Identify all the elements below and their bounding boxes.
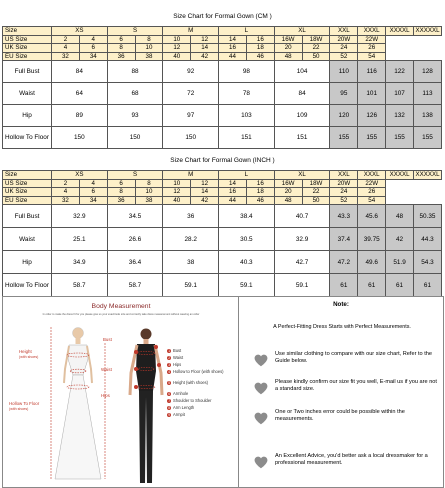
legend-text: Shoulder to Shoulder — [173, 398, 212, 403]
measurement-cell: 38.4 — [219, 205, 275, 228]
size-header-cell: 16W — [274, 35, 302, 44]
size-header-cell: 40 — [163, 52, 191, 61]
measurement-label: Hip — [3, 251, 52, 274]
header-row — [3, 35, 442, 44]
measurement-cell: 155 — [358, 127, 386, 149]
measurement-cell: 37.4 — [330, 228, 358, 251]
measurement-cell: 38 — [163, 251, 219, 274]
size-header-cell: 20 — [274, 188, 302, 197]
size-header-cell: 54 — [358, 52, 386, 61]
measurement-cell: 54.3 — [413, 251, 441, 274]
measurement-cell: 78 — [219, 83, 275, 105]
size-header-cell: 18 — [246, 188, 274, 197]
legend-number-badge: 1 — [168, 349, 171, 353]
legend-number-badge: 3 — [168, 363, 171, 367]
measurement-cell: 95 — [330, 83, 358, 105]
measurement-cell: 84 — [274, 83, 330, 105]
size-header-cell: 6 — [107, 35, 135, 44]
size-header-cell: 10 — [163, 35, 191, 44]
size-header-cell: 46 — [246, 52, 274, 61]
measurement-cell: 122 — [386, 61, 414, 83]
measurement-legend — [167, 349, 237, 420]
size-header-cell: 40 — [163, 196, 191, 205]
measurement-cell: 50.35 — [413, 205, 441, 228]
measurement-cell: 44.3 — [413, 228, 441, 251]
height-label: Height (with shoes) — [19, 349, 39, 359]
measurement-row — [3, 251, 442, 274]
size-header-cell: 6 — [79, 188, 107, 197]
measurement-cell: 36.4 — [107, 251, 163, 274]
size-header-cell: XS — [52, 27, 108, 36]
header-label: US Size — [3, 179, 52, 188]
size-header-cell: 48 — [274, 196, 302, 205]
size-header-cell: 36 — [107, 196, 135, 205]
header-row — [3, 196, 442, 205]
size-header-cell: 4 — [52, 188, 80, 197]
measurement-cell: 155 — [330, 127, 358, 149]
size-header-cell: S — [107, 27, 163, 36]
measurement-cell: 32.9 — [52, 205, 108, 228]
size-header-cell: 42 — [191, 52, 219, 61]
measurement-label: Full Bust — [3, 205, 52, 228]
size-header-cell: XXXL — [358, 27, 386, 36]
heart-icon — [254, 382, 268, 395]
size-header-cell: XXXL — [358, 171, 386, 180]
measurement-cell: 25.1 — [52, 228, 108, 251]
size-header-cell: 50 — [302, 196, 330, 205]
measurement-cell: 84 — [52, 61, 108, 83]
size-header-cell: 8 — [135, 35, 163, 44]
size-header-cell: XXXXXL — [415, 171, 440, 179]
size-header-cell: L — [219, 27, 275, 36]
size-header-cell: 32 — [52, 196, 80, 205]
header-label: Size — [3, 171, 52, 180]
hips-label: Hips — [101, 393, 110, 398]
note-text: Use similar clothing to compare with our size chart, Refer to the Guide below. — [275, 351, 432, 365]
legend-text: Height (with shoes) — [173, 380, 209, 385]
size-header-cell: 18W — [302, 35, 330, 44]
legend-text: Bust — [173, 348, 182, 353]
legend-text: Waist — [173, 355, 184, 360]
size-header-cell: 16 — [219, 188, 247, 197]
legend-text: Hips — [173, 362, 182, 367]
measurement-cell: 68 — [107, 83, 163, 105]
size-header-cell: XXXXL — [386, 27, 414, 36]
measurement-cell: 36 — [163, 205, 219, 228]
measurement-cell: 103 — [219, 105, 275, 127]
body-measurement-subtitle: In order to make the dress fit for you please give us your exact/rude size and correctly take dress measurement without wearing an order — [42, 313, 200, 316]
size-header-cell: 18W — [302, 179, 330, 188]
size-header-cell: 18 — [246, 44, 274, 53]
measurement-cell: 28.2 — [163, 228, 219, 251]
header-label: US Size — [3, 35, 52, 44]
legend-number-badge: 7 — [168, 399, 171, 403]
size-header-cell: 10 — [163, 179, 191, 188]
size-header-cell: 6 — [79, 44, 107, 53]
size-header-cell: 24 — [330, 44, 358, 53]
size-header-cell: XL — [274, 27, 330, 36]
measurement-cell: 132 — [386, 105, 414, 127]
size-header-cell: 38 — [135, 52, 163, 61]
heart-icon — [254, 354, 268, 367]
size-header-cell: 34 — [79, 196, 107, 205]
legend-number-badge: 2 — [168, 356, 171, 360]
measurement-cell: 72 — [163, 83, 219, 105]
size-header-cell: M — [163, 27, 219, 36]
size-header-cell: 8 — [107, 188, 135, 197]
measurement-cell: 48 — [386, 205, 414, 228]
measurement-cell: 98 — [219, 61, 275, 83]
size-header-cell: 12 — [191, 179, 219, 188]
body-measurement-panel — [2, 296, 240, 488]
header-row — [3, 179, 442, 188]
measurement-cell: 92 — [163, 61, 219, 83]
size-header-cell: 16 — [246, 179, 274, 188]
size-header-cell: L — [219, 171, 275, 180]
header-label: EU Size — [3, 52, 52, 61]
inch-chart-title: Size Chart for Formal Gown (INCH ) — [170, 157, 275, 164]
size-header-cell: 2 — [52, 179, 80, 188]
size-header-cell: 32 — [52, 52, 80, 61]
measurement-cell: 138 — [413, 105, 441, 127]
measurement-cell: 59.1 — [274, 274, 330, 297]
measurement-cell: 47.2 — [330, 251, 358, 274]
size-header-cell: 16W — [274, 179, 302, 188]
size-header-cell: XL — [274, 171, 330, 180]
legend-text: Arm Length — [173, 405, 195, 410]
size-header-cell: 44 — [219, 196, 247, 205]
heart-icon — [254, 456, 268, 469]
header-label: EU Size — [3, 196, 52, 205]
size-header-cell: 22W — [358, 35, 386, 44]
dress-figure-illustration — [43, 319, 113, 485]
size-header-cell: S — [107, 171, 163, 180]
measurement-cell: 39.75 — [358, 228, 386, 251]
note-title: Note: — [333, 301, 349, 308]
note-text: An Excellent Advice, you'd better ask a local dressmaker for a professional measurement. — [275, 453, 428, 467]
measurement-cell: 61 — [330, 274, 358, 297]
measurement-cell: 34.9 — [52, 251, 108, 274]
measurement-row — [3, 228, 442, 251]
size-header-cell: 22 — [302, 188, 330, 197]
legend-number-badge: 8 — [168, 406, 171, 410]
waist-label: Waist — [101, 367, 112, 372]
size-header-cell: 8 — [107, 44, 135, 53]
measurement-cell: 49.6 — [358, 251, 386, 274]
size-header-cell: 48 — [274, 52, 302, 61]
size-header-cell: 26 — [358, 188, 386, 197]
hollow-to-floor-label: Hollow To Floor (with shoes) — [9, 401, 40, 411]
header-row — [3, 52, 442, 61]
measurement-label: Hip — [3, 105, 52, 127]
size-header-cell: 22W — [358, 179, 386, 188]
measurement-cell: 61 — [358, 274, 386, 297]
body-measurement-title: Body Measurement — [91, 303, 151, 310]
size-header-cell: 22 — [302, 44, 330, 53]
bust-label: Bust — [103, 337, 112, 342]
size-header-cell: 38 — [135, 196, 163, 205]
size-header-cell: XXL — [330, 27, 358, 36]
note-text: One or Two inches error could be possible within the measurements. — [275, 409, 405, 423]
measurement-cell: 107 — [386, 83, 414, 105]
inch-size-table — [2, 170, 442, 297]
measurement-cell: 109 — [274, 105, 330, 127]
measurement-cell: 126 — [358, 105, 386, 127]
size-header-cell: 24 — [330, 188, 358, 197]
measurement-cell: 89 — [52, 105, 108, 127]
measurement-cell: 150 — [52, 127, 108, 149]
size-header-cell: 36 — [107, 52, 135, 61]
size-header-cell: 12 — [163, 188, 191, 197]
size-header-cell: 50 — [302, 52, 330, 61]
size-header-cell: 10 — [135, 188, 163, 197]
measurement-row — [3, 105, 442, 127]
measurement-cell: 116 — [358, 61, 386, 83]
measurement-cell: 93 — [107, 105, 163, 127]
measurement-row — [3, 274, 442, 297]
size-header-cell: 2 — [52, 35, 80, 44]
header-label: UK Size — [3, 188, 52, 197]
size-header-cell: 44 — [219, 52, 247, 61]
note-text: Please kindly confirm our size fit you well, E-mail us if you are not a standard size. — [275, 379, 437, 393]
size-header-cell: 52 — [330, 196, 358, 205]
header-label: Size — [3, 27, 52, 36]
measurement-cell: 151 — [274, 127, 330, 149]
measurement-cell: 40.3 — [219, 251, 275, 274]
legend-number-badge: 6 — [168, 392, 171, 396]
measurement-cell: 110 — [330, 61, 358, 83]
body-figure-illustration — [125, 325, 167, 485]
measurement-cell: 151 — [219, 127, 275, 149]
measurement-label: Waist — [3, 228, 52, 251]
measurement-cell: 45.6 — [358, 205, 386, 228]
header-row — [3, 171, 442, 180]
measurement-cell: 40.7 — [274, 205, 330, 228]
measurement-cell: 58.7 — [107, 274, 163, 297]
measurement-cell: 51.9 — [386, 251, 414, 274]
size-header-cell: 14 — [219, 179, 247, 188]
legend-number-badge: 5 — [168, 381, 171, 385]
measurement-row — [3, 205, 442, 228]
measurement-row — [3, 127, 442, 149]
header-row — [3, 27, 442, 36]
size-header-cell: 46 — [246, 196, 274, 205]
size-header-cell: 34 — [79, 52, 107, 61]
size-header-cell: 14 — [191, 44, 219, 53]
measurement-cell: 120 — [330, 105, 358, 127]
measurement-cell: 64 — [52, 83, 108, 105]
measurement-label: Waist — [3, 83, 52, 105]
note-intro: A Perfect-Fitting Dress Starts with Perfect Measurements. — [273, 324, 411, 330]
size-header-cell: XXXXXL — [415, 27, 440, 35]
legend-text: Hollow to Floor (with shoes) — [173, 369, 224, 374]
legend-text: Armhole — [173, 391, 189, 396]
measurement-cell: 42.7 — [274, 251, 330, 274]
measurement-cell: 43.3 — [330, 205, 358, 228]
legend-number-badge: 4 — [168, 370, 171, 374]
measurement-cell: 150 — [163, 127, 219, 149]
measurement-row — [3, 61, 442, 83]
measurement-cell: 26.6 — [107, 228, 163, 251]
measurement-label: Hollow To Floor — [3, 127, 52, 149]
measurement-cell: 32.9 — [274, 228, 330, 251]
size-header-cell: 12 — [191, 35, 219, 44]
size-header-cell: 20 — [274, 44, 302, 53]
size-header-cell: XXL — [330, 171, 358, 180]
size-header-cell: 52 — [330, 52, 358, 61]
size-header-cell: M — [163, 171, 219, 180]
size-header-cell: 16 — [219, 44, 247, 53]
measurement-cell: 155 — [413, 127, 441, 149]
cm-chart-title: Size Chart for Formal Gown (CM ) — [173, 13, 272, 20]
size-header-cell: XS — [52, 171, 108, 180]
header-row — [3, 44, 442, 53]
size-header-cell: 6 — [107, 179, 135, 188]
measurement-cell: 34.5 — [107, 205, 163, 228]
measurement-label: Hollow To Floor — [3, 274, 52, 297]
measurement-cell: 59.1 — [219, 274, 275, 297]
size-header-cell: 20W — [330, 35, 358, 44]
size-header-cell: 54 — [358, 196, 386, 205]
header-row — [3, 188, 442, 197]
size-header-cell: 26 — [358, 44, 386, 53]
measurement-cell: 104 — [274, 61, 330, 83]
measurement-cell: 88 — [107, 61, 163, 83]
measurement-cell: 128 — [413, 61, 441, 83]
size-header-cell: XXXXL — [386, 171, 414, 180]
measurement-cell: 97 — [163, 105, 219, 127]
size-header-cell: 12 — [163, 44, 191, 53]
size-header-cell: 4 — [79, 179, 107, 188]
measurement-cell: 155 — [386, 127, 414, 149]
legend-text: Armpit — [173, 412, 185, 417]
size-header-cell: 14 — [219, 35, 247, 44]
size-header-cell: 4 — [79, 35, 107, 44]
size-header-cell: 14 — [191, 188, 219, 197]
measurement-cell: 42 — [386, 228, 414, 251]
size-header-cell: 42 — [191, 196, 219, 205]
cm-size-table — [2, 26, 442, 149]
legend-item — [167, 413, 237, 420]
size-header-cell: 8 — [135, 179, 163, 188]
measurement-cell: 150 — [107, 127, 163, 149]
legend-number-badge: 9 — [168, 413, 171, 417]
measurement-cell: 61 — [386, 274, 414, 297]
measurement-cell: 30.5 — [219, 228, 275, 251]
header-label: UK Size — [3, 44, 52, 53]
measurement-cell: 61 — [413, 274, 441, 297]
measurement-label: Full Bust — [3, 61, 52, 83]
heart-icon — [254, 412, 268, 425]
measurement-cell: 113 — [413, 83, 441, 105]
size-header-cell: 10 — [135, 44, 163, 53]
size-header-cell: 20W — [330, 179, 358, 188]
measurement-cell: 101 — [358, 83, 386, 105]
measurement-row — [3, 83, 442, 105]
note-panel — [238, 296, 444, 488]
measurement-cell: 59.1 — [163, 274, 219, 297]
size-header-cell: 16 — [246, 35, 274, 44]
measurement-cell: 58.7 — [52, 274, 108, 297]
size-header-cell: 4 — [52, 44, 80, 53]
